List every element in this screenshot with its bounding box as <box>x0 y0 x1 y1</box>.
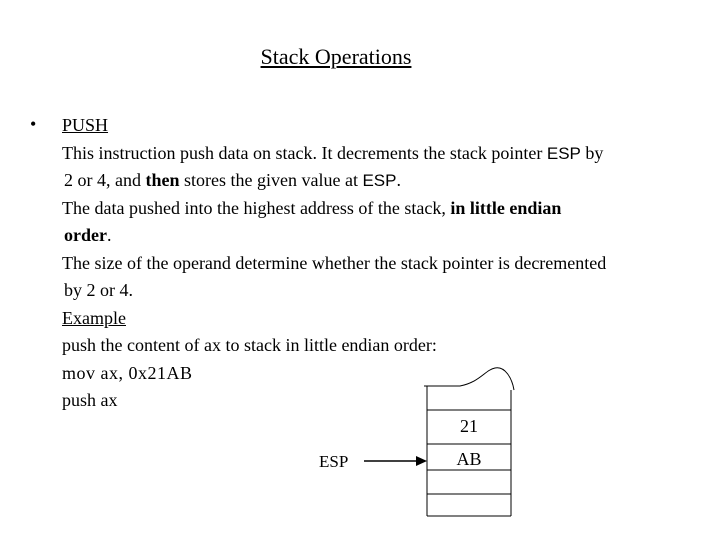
stack-cell-21: 21 <box>460 416 478 436</box>
then-word: then <box>145 170 180 190</box>
bullet-point: • <box>30 114 37 134</box>
description-line-5 <box>62 250 682 278</box>
description-line-6 <box>62 277 682 305</box>
description-line-3 <box>62 195 682 223</box>
little-endian-bold: in little endian <box>450 197 562 218</box>
slide-title: Stack Operations <box>260 44 412 69</box>
description-text-2-start: 2 or 4, and <box>64 170 146 190</box>
description-text-3: The data pushed into the highest address of the stack, <box>62 197 451 218</box>
stack-cell-ab: AB <box>456 449 482 469</box>
description-line-2 <box>62 167 682 195</box>
description-text-1-end: by <box>580 142 604 163</box>
esp-pointer-label: ESP <box>319 452 349 471</box>
stack-diagram <box>300 360 530 530</box>
push-heading: PUSH <box>62 115 109 135</box>
description-line-4 <box>62 222 682 250</box>
push-heading-line <box>62 112 682 140</box>
description-text-4-end: . <box>106 225 112 245</box>
description-line-1 <box>62 140 682 168</box>
example-heading-line <box>62 305 682 333</box>
code-mov: mov ax, 0x21AB <box>62 362 193 383</box>
description-text-5: The size of the operand determine whether the stack pointer is decremented <box>62 252 607 273</box>
description-text-2-mid: stores the given value at <box>179 170 363 190</box>
description-text-1: This instruction push data on stack. It decrements the stack pointer <box>62 142 547 163</box>
code-push: push ax <box>62 390 118 410</box>
stack-top-curve <box>424 368 514 390</box>
esp-arrow-head <box>416 456 427 466</box>
stack-diagram-graphic <box>300 360 530 530</box>
order-bold: order <box>64 225 107 245</box>
description-text-6: by 2 or 4. <box>64 280 133 300</box>
example-description: push the content of ax to stack in little endian order: <box>62 335 437 355</box>
example-heading: Example <box>62 307 126 328</box>
description-text-2-end: . <box>396 170 401 190</box>
example-description-line <box>62 332 682 360</box>
esp-register-1: ESP <box>546 143 581 163</box>
esp-register-2: ESP <box>362 171 397 190</box>
